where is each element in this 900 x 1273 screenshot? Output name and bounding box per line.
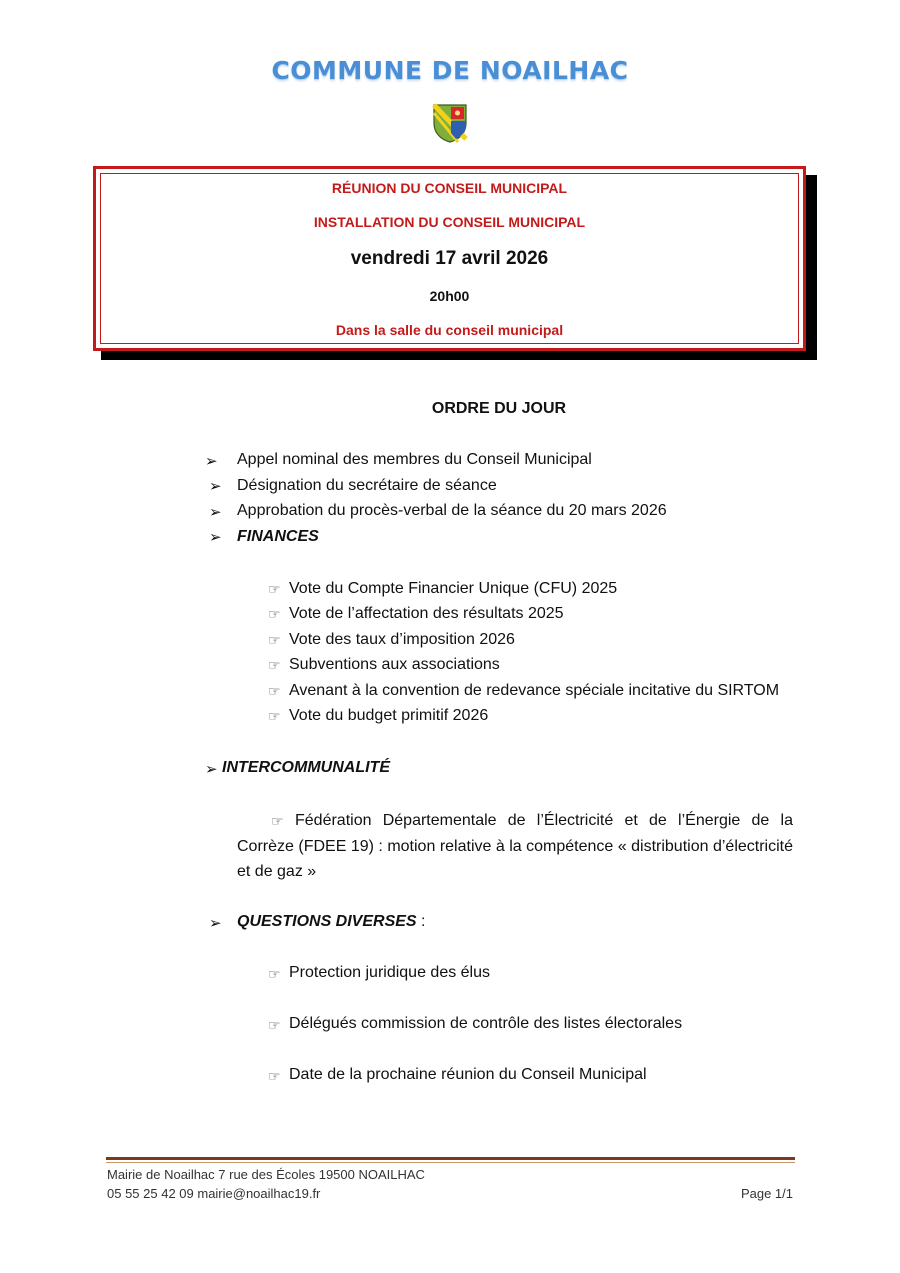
agenda-item: Approbation du procès-verbal de la séance du 20 mars 2026	[237, 502, 667, 519]
arrow-bullet-icon: ➢	[205, 761, 218, 778]
section-questions-title: QUESTIONS DIVERSES	[237, 913, 417, 930]
footer-divider	[106, 1157, 795, 1160]
pointing-hand-icon: ☞	[268, 657, 281, 673]
arrow-bullet-icon: ➢	[209, 504, 222, 521]
footer-address: Mairie de Noailhac 7 rue des Écoles 19500 NOAILHAC	[107, 1167, 425, 1182]
intercommunalite-item: Fédération Départementale de l’Électricité et de l’Énergie de la Corrèze (FDEE 19) : motion relative à la compétence « distribution d’électricité et de gaz »	[237, 812, 793, 880]
meeting-location: Dans la salle du conseil municipal	[335, 322, 564, 338]
questions-item: Délégués commission de contrôle des listes électorales	[289, 1015, 683, 1032]
footer-page-number: Page 1/1	[740, 1186, 793, 1201]
pointing-hand-icon: ☞	[268, 632, 281, 648]
footer-divider-thin	[106, 1162, 795, 1163]
agenda-item: Désignation du secrétaire de séance	[237, 477, 497, 494]
arrow-bullet-icon: ➢	[205, 453, 218, 470]
meeting-title: RÉUNION DU CONSEIL MUNICIPAL	[331, 180, 568, 196]
finances-item: Vote des taux d’imposition 2026	[289, 631, 515, 648]
finances-item: Subventions aux associations	[289, 656, 500, 673]
meeting-date: vendredi 17 avril 2026	[350, 248, 549, 269]
finances-item: Vote du Compte Financier Unique (CFU) 2025	[289, 580, 618, 597]
pointing-hand-icon: ☞	[268, 606, 281, 622]
arrow-bullet-icon: ➢	[209, 915, 222, 932]
pointing-hand-icon: ☞	[268, 683, 281, 699]
pointing-hand-icon: ☞	[268, 1068, 281, 1084]
pointing-hand-icon: ☞	[268, 581, 281, 597]
pointing-hand-icon: ☞	[268, 708, 281, 724]
section-finances-title: FINANCES	[237, 528, 319, 545]
agenda-item: Appel nominal des membres du Conseil Municipal	[237, 451, 592, 468]
meeting-time: 20h00	[429, 288, 470, 304]
document-title: COMMUNE DE NOAILHAC	[271, 56, 629, 85]
finances-item: Vote du budget primitif 2026	[289, 707, 489, 724]
finances-item: Avenant à la convention de redevance spéciale incitative du SIRTOM	[289, 682, 780, 699]
meeting-subtitle: INSTALLATION DU CONSEIL MUNICIPAL	[313, 214, 586, 230]
arrow-bullet-icon: ➢	[209, 478, 222, 495]
meeting-info-box	[93, 166, 806, 351]
footer-contact: 05 55 25 42 09 mairie@noailhac19.fr	[107, 1186, 321, 1201]
pointing-hand-icon: ☞	[271, 813, 284, 829]
finances-item: Vote de l’affectation des résultats 2025	[289, 605, 564, 622]
coat-of-arms-icon	[432, 103, 468, 143]
arrow-bullet-icon: ➢	[209, 529, 222, 546]
pointing-hand-icon: ☞	[268, 966, 281, 982]
section-intercommunalite-title: INTERCOMMUNALITÉ	[222, 759, 390, 776]
agenda-heading: ORDRE DU JOUR	[431, 400, 567, 417]
questions-item: Protection juridique des élus	[289, 964, 491, 981]
section-questions-heading	[237, 913, 425, 931]
pointing-hand-icon: ☞	[268, 1017, 281, 1033]
section-questions-colon: :	[416, 913, 426, 930]
questions-item: Date de la prochaine réunion du Conseil Municipal	[289, 1066, 647, 1083]
